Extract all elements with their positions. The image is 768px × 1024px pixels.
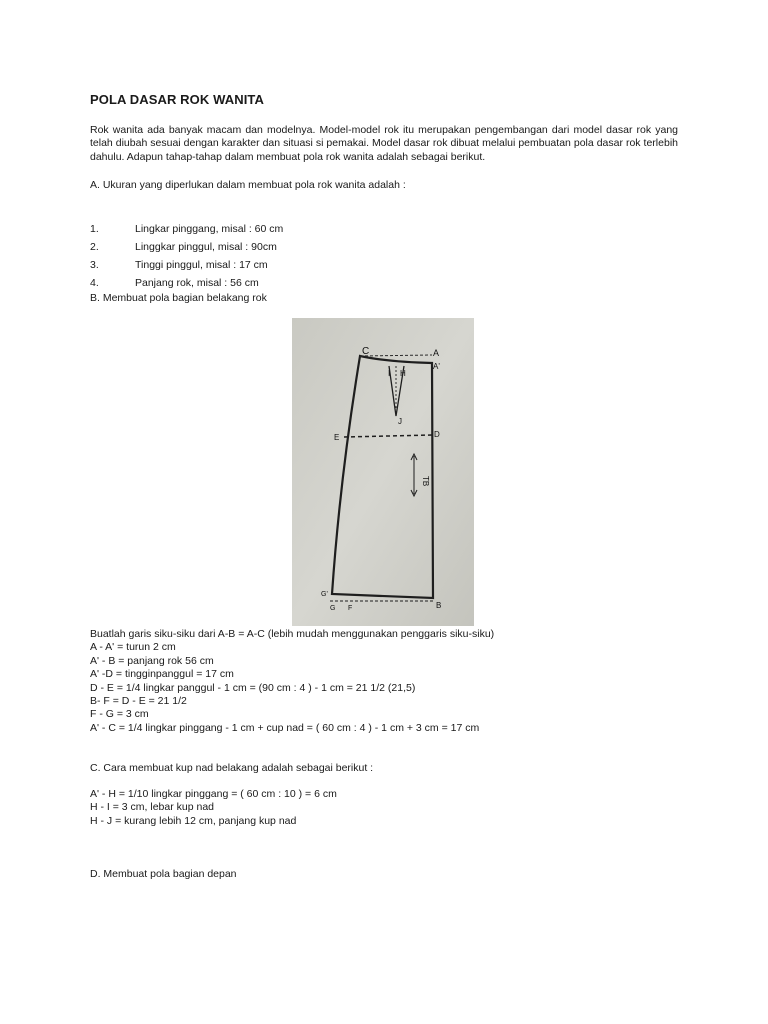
skirt-pattern-drawing: [292, 318, 474, 626]
section-d-heading: D. Membuat pola bagian depan: [90, 868, 237, 880]
label-h: H: [400, 369, 406, 378]
calc-line: F - G = 3 cm: [90, 708, 149, 721]
pattern-photo: [292, 318, 474, 626]
label-j: J: [398, 417, 402, 426]
list-text: Linggkar pinggul, misal : 90cm: [135, 241, 277, 253]
label-a: A: [433, 348, 440, 358]
section-c-heading: C. Cara membuat kup nad belakang adalah sebagai berikut :: [90, 762, 374, 774]
label-b: B: [436, 601, 442, 610]
section-b-heading: B. Membuat pola bagian belakang rok: [90, 292, 267, 304]
section-a-heading: A. Ukuran yang diperlukan dalam membuat pola rok wanita adalah :: [90, 179, 406, 191]
list-number: 3.: [90, 259, 99, 271]
label-tb: TB: [421, 476, 430, 487]
kup-line: H - I = 3 cm, lebar kup nad: [90, 801, 215, 814]
label-i: I: [388, 369, 391, 378]
calc-line: A' - B = panjang rok 56 cm: [90, 654, 214, 667]
calc-line: D - E = 1/4 lingkar panggul - 1 cm = (90 cm : 4 ) - 1 cm = 21 1/2 (21,5): [90, 681, 416, 694]
label-g-prime: G': [321, 591, 328, 598]
label-c: C: [362, 346, 370, 357]
kup-block: [90, 788, 337, 828]
list-text: Panjang rok, misal : 56 cm: [135, 277, 259, 289]
kup-line: H - J = kurang lebih 12 cm, panjang kup nad: [90, 814, 297, 827]
kup-line: A' - H = 1/10 lingkar pinggang = ( 60 cm : 10 ) = 6 cm: [90, 788, 337, 800]
calc-line: B- F = D - E = 21 1/2: [90, 695, 187, 708]
label-e: E: [334, 433, 340, 442]
calc-line: A - A' = turun 2 cm: [90, 641, 176, 654]
list-text: Lingkar pinggang, misal : 60 cm: [135, 223, 284, 235]
list-number: 2.: [90, 241, 99, 253]
label-d: D: [434, 430, 440, 439]
intro-paragraph: Rok wanita ada banyak macam dan modelnya. Model-model rok itu merupakan pengembangan dari model dasar rok yang telah diubah sesuai dengan karakter dan situasi si pemakai. Model dasar rok dibuat melalui pembuatan pola dasar rok terlebih dahulu. Adapun tahap-tahap dalam membuat pola rok wanita adalah sebagai berikut.: [90, 124, 678, 163]
list-number: 4.: [90, 277, 99, 289]
calc-block: [90, 628, 494, 735]
paper-background: [292, 318, 474, 626]
label-f: F: [348, 605, 353, 612]
label-g: G: [330, 605, 336, 612]
label-a-prime: A': [433, 362, 440, 371]
page-title: POLA DASAR ROK WANITA: [90, 92, 264, 107]
calc-line: A' -D = tingginpanggul = 17 cm: [90, 668, 234, 681]
calc-line: A' - C = 1/4 lingkar pinggang - 1 cm + cup nad = ( 60 cm : 4 ) - 1 cm + 3 cm = 17 cm: [90, 721, 480, 734]
calc-line: Buatlah garis siku-siku dari A-B = A-C (lebih mudah menggunakan penggaris siku-siku): [90, 628, 495, 640]
list-text: Tinggi pinggul, misal : 17 cm: [135, 259, 268, 271]
list-number: 1.: [90, 223, 99, 235]
